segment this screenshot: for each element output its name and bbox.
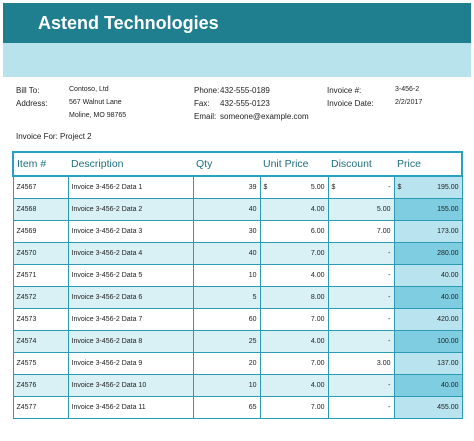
cell-discount-value: - [388,272,391,279]
cell-qty[interactable]: 65 [193,397,260,419]
cell-discount-value: 7.00 [376,228,391,235]
cell-price-value: 40.00 [440,294,459,301]
header-unit-price[interactable]: Unit Price [260,152,328,176]
cell-item[interactable]: Z4573 [13,309,68,331]
phone-label: Phone: [194,86,220,95]
cell-unit-price-value: 4.00 [310,382,325,389]
cell-unit-price[interactable] [260,221,328,243]
cell-discount[interactable] [328,353,394,375]
invoice-date: 2/2/2017 [395,99,423,106]
table-row [13,243,462,265]
fax-value: 432-555-0123 [220,99,270,108]
currency-symbol: $ [397,184,402,191]
cell-description[interactable]: Invoice 3-456-2 Data 5 [68,265,193,287]
bill-to-name: Contoso, Ltd [69,86,109,93]
table-row [13,199,462,221]
cell-qty[interactable]: 30 [193,221,260,243]
cell-price[interactable] [394,243,462,265]
cell-discount[interactable] [328,309,394,331]
cell-unit-price-value: 7.00 [310,316,325,323]
cell-discount-value: - [388,316,391,323]
invoice-date-label: Invoice Date: [327,99,374,108]
cell-description[interactable]: Invoice 3-456-2 Data 9 [68,353,193,375]
cell-price-value: 420.00 [437,316,459,323]
cell-price[interactable] [394,287,462,309]
cell-price[interactable] [394,309,462,331]
cell-price[interactable] [394,353,462,375]
table-row [13,287,462,309]
table-row [13,331,462,353]
cell-unit-price[interactable] [260,375,328,397]
cell-unit-price[interactable] [260,199,328,221]
table-row [13,309,462,331]
cell-unit-price[interactable] [260,309,328,331]
cell-unit-price-value: 6.00 [310,228,325,235]
cell-qty[interactable]: 40 [193,243,260,265]
cell-discount-value: - [388,338,391,345]
cell-unit-price[interactable] [260,243,328,265]
cell-unit-price[interactable] [260,331,328,353]
header-price[interactable]: Price [394,152,462,176]
cell-item[interactable]: Z4568 [13,199,68,221]
email-value: someone@example.com [220,112,309,121]
cell-price[interactable] [394,265,462,287]
cell-unit-price-value: 4.00 [310,272,325,279]
cell-description[interactable]: Invoice 3-456-2 Data 7 [68,309,193,331]
cell-unit-price[interactable] [260,353,328,375]
cell-description[interactable]: Invoice 3-456-2 Data 2 [68,199,193,221]
email-label: Email: [194,112,217,121]
cell-unit-price-value: 4.00 [310,338,325,345]
cell-price-value: 455.00 [437,404,459,411]
cell-description[interactable]: Invoice 3-456-2 Data 4 [68,243,193,265]
address-street: 567 Walnut Lane [69,99,122,106]
currency-symbol: $ [331,184,336,191]
cell-item[interactable]: Z4576 [13,375,68,397]
cell-qty[interactable]: 25 [193,331,260,353]
cell-discount-value: - [388,250,391,257]
address-label: Address: [16,99,48,108]
invoice-items-table [12,151,463,419]
cell-item[interactable]: Z4572 [13,287,68,309]
invoice-for [16,132,92,141]
cell-description[interactable]: Invoice 3-456-2 Data 11 [68,397,193,419]
cell-price[interactable] [394,176,462,199]
table-row [13,221,462,243]
cell-qty[interactable]: 39 [193,176,260,199]
cell-discount[interactable] [328,199,394,221]
cell-unit-price-value: 7.00 [310,404,325,411]
cell-item[interactable]: Z4569 [13,221,68,243]
invoice-for-value: Project 2 [60,132,92,141]
cell-qty[interactable]: 5 [193,287,260,309]
cell-item[interactable]: Z4571 [13,265,68,287]
cell-description[interactable]: Invoice 3-456-2 Data 10 [68,375,193,397]
invoice-for-label: Invoice For: [16,132,58,141]
cell-description[interactable]: Invoice 3-456-2 Data 3 [68,221,193,243]
cell-price-value: 173.00 [437,228,459,235]
header-item[interactable]: Item # [13,152,68,176]
cell-unit-price[interactable] [260,176,328,199]
cell-discount-value: - [388,382,391,389]
cell-unit-price-value: 7.00 [310,360,325,367]
header-discount[interactable]: Discount [328,152,394,176]
cell-price-value: 155.00 [437,206,459,213]
cell-item[interactable]: Z4567 [13,176,68,199]
cell-item[interactable]: Z4575 [13,353,68,375]
cell-price-value: 280.00 [437,250,459,257]
cell-discount[interactable] [328,375,394,397]
cell-price-value: 137.00 [437,360,459,367]
table-row [13,265,462,287]
cell-unit-price-value: 4.00 [310,206,325,213]
cell-price[interactable] [394,221,462,243]
cell-discount[interactable] [328,176,394,199]
address-city: Moline, MO 98765 [69,112,127,119]
cell-description[interactable]: Invoice 3-456-2 Data 1 [68,176,193,199]
table-row [13,176,462,199]
company-name: Astend Technologies [38,13,219,33]
header-description[interactable]: Description [68,152,193,176]
cell-description[interactable]: Invoice 3-456-2 Data 6 [68,287,193,309]
cell-unit-price[interactable] [260,397,328,419]
invoice-number: 3-456-2 [395,86,420,93]
table-header-row [13,152,462,176]
table-row [13,353,462,375]
cell-unit-price-value: 8.00 [310,294,325,301]
table-row [13,375,462,397]
cell-price[interactable] [394,331,462,353]
sub-header-band [3,43,471,77]
cell-discount[interactable] [328,287,394,309]
fax-label: Fax: [194,99,210,108]
cell-discount-value: - [388,294,391,301]
cell-qty[interactable]: 20 [193,353,260,375]
cell-description[interactable]: Invoice 3-456-2 Data 8 [68,331,193,353]
cell-price-value: 195.00 [437,184,459,191]
cell-discount[interactable] [328,265,394,287]
cell-qty[interactable]: 40 [193,199,260,221]
phone-value: 432-555-0189 [220,86,270,95]
cell-qty[interactable]: 10 [193,375,260,397]
cell-discount[interactable] [328,221,394,243]
cell-discount[interactable] [328,243,394,265]
cell-discount[interactable] [328,397,394,419]
cell-item[interactable]: Z4574 [13,331,68,353]
cell-discount[interactable] [328,331,394,353]
cell-price[interactable] [394,199,462,221]
cell-discount-value: 3.00 [376,360,391,367]
currency-symbol: $ [263,184,268,191]
cell-item[interactable]: Z4570 [13,243,68,265]
cell-price[interactable] [394,397,462,419]
cell-discount-value: - [388,184,391,191]
cell-qty[interactable]: 10 [193,265,260,287]
cell-unit-price[interactable] [260,265,328,287]
cell-item[interactable]: Z4577 [13,397,68,419]
cell-unit-price[interactable] [260,287,328,309]
invoice-number-label: Invoice #: [327,86,362,95]
header-qty[interactable]: Qty [193,152,260,176]
cell-unit-price-value: 7.00 [310,250,325,257]
cell-discount-value: - [388,404,391,411]
cell-price[interactable] [394,375,462,397]
cell-unit-price-value: 5.00 [310,184,325,191]
cell-price-value: 100.00 [437,338,459,345]
cell-price-value: 40.00 [440,382,459,389]
cell-qty[interactable]: 60 [193,309,260,331]
table-row [13,397,462,419]
bill-to-label: Bill To: [16,86,40,95]
cell-price-value: 40.00 [440,272,459,279]
cell-discount-value: 5.00 [376,206,391,213]
